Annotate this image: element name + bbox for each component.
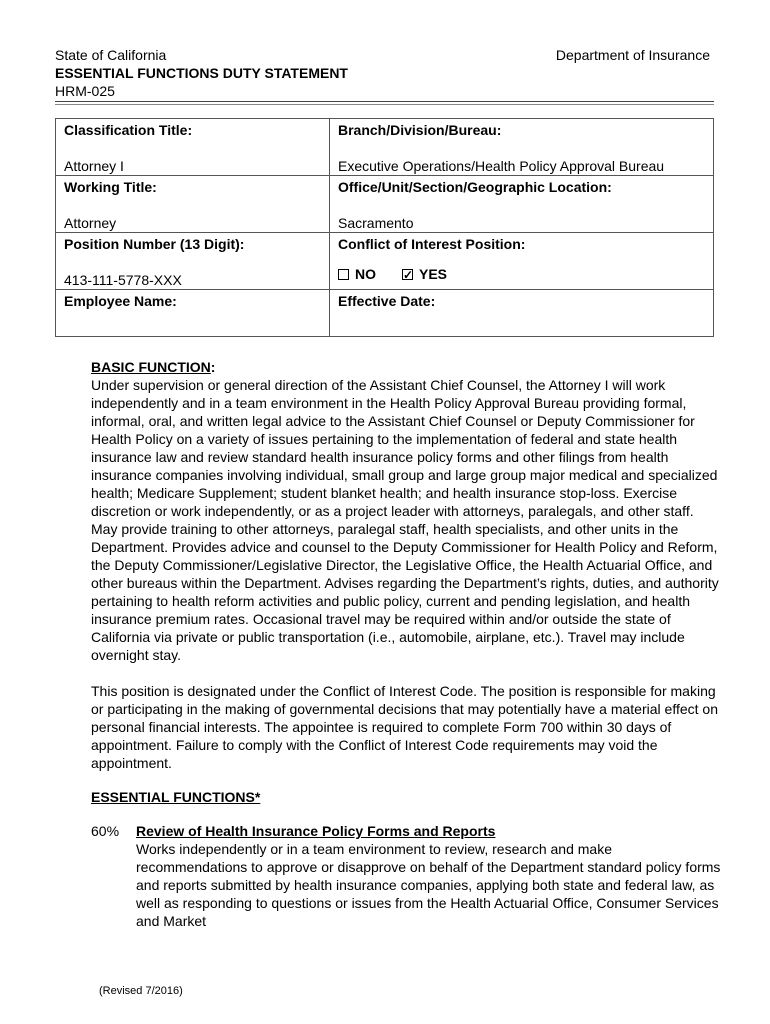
working-title-value: Attorney: [64, 215, 117, 231]
branch-value: Executive Operations/Health Policy Approval Bureau: [338, 158, 665, 174]
essential-function-item: [91, 822, 721, 930]
duty-statement-body: [91, 358, 721, 930]
table-row: [56, 290, 714, 337]
employee-name-label: Employee Name:: [64, 293, 177, 309]
table-row: [56, 119, 714, 176]
office-label: Office/Unit/Section/Geographic Location:: [338, 179, 612, 195]
classification-title-label: Classification Title:: [64, 122, 193, 138]
function-title: Review of Health Insurance Policy Forms and Reports: [136, 823, 496, 839]
basic-function-paragraph: Under supervision or general direction of the Assistant Chief Counsel, the Attorney I will work independently and in a team environment in the Health Policy Approval Bureau providing formal, informal, oral, and written legal advice to the Assistant Chief Counsel or Deputy Commissioner for Health Policy on a variety of issues pertaining to the implementation of federal and state health insurance law and review standard health insurance policy forms and other filings from health insurance companies involving individual, small group and large group major medical and specialized health; Medicare Supplement; student blanket health; and health insurance stop-loss. Exercise discretion or work independently, or as a project leader with attorneys, paralegals, and other staff. May provide training to other attorneys, paralegal staff, health specialists, and other units in the Department. Provides advice and counsel to the Deputy Commissioner for Health Policy and Reform, the Deputy Commissioner/Legislative Director, the Legislative Office, the Health Actuarial Office, and other bureaus within the Department. Advises regarding the Department’s rights, duties, and authority pertaining to health reform activities and public policy, current and pending legislation, and health insurance premium rates. Occasional travel may be required within and/or outside the state of California via private or public transportation (i.e., automobile, airplane, etc.). Travel may include overnight stay.: [91, 377, 719, 663]
header-rule-thin: [55, 104, 714, 105]
table-row: [56, 233, 714, 290]
conflict-yes-label: YES: [419, 266, 448, 282]
conflict-cell: [330, 233, 714, 290]
position-info-table: [55, 118, 714, 337]
essential-functions-heading: ESSENTIAL FUNCTIONS*: [91, 789, 261, 805]
branch-label: Branch/Division/Bureau:: [338, 122, 502, 138]
employee-name-cell: [56, 290, 330, 337]
header-left: [55, 46, 348, 100]
office-value: Sacramento: [338, 215, 414, 231]
basic-function-heading: BASIC FUNCTION:: [91, 359, 216, 375]
classification-title-value: Attorney I: [64, 158, 124, 174]
form-id: HRM-025: [55, 83, 115, 99]
conflict-yes-checkbox[interactable]: [402, 269, 413, 280]
conflict-no-checkbox[interactable]: [338, 269, 349, 280]
conflict-options: [338, 265, 705, 283]
working-title-label: Working Title:: [64, 179, 157, 195]
conflict-of-interest-paragraph: This position is designated under the Conflict of Interest Code. The position is responsible for making or participating in the making of governmental decisions that may potentially have a material effect on personal financial interests. The appointee is required to complete Form 700 within 30 days of appointment. Failure to comply with the Conflict of Interest Code requirements may void the appointment.: [91, 683, 718, 771]
working-title-cell: [56, 176, 330, 233]
header-rule: [55, 101, 714, 102]
document-title: ESSENTIAL FUNCTIONS DUTY STATEMENT: [55, 65, 348, 81]
effective-date-label: Effective Date:: [338, 293, 436, 309]
function-percent: 60%: [91, 823, 120, 839]
conflict-label: Conflict of Interest Position:: [338, 236, 526, 252]
state-name: State of California: [55, 47, 167, 63]
effective-date-cell: [330, 290, 714, 337]
table-row: [56, 176, 714, 233]
department-name: Department of Insurance: [555, 47, 710, 63]
office-cell: [330, 176, 714, 233]
function-text: Works independently or in a team environment to review, research and make recommendations to approve or disapprove on behalf of the Department standard policy forms and reports submitted by health insurance companies, applying both state and federal law, as well as responding to questions or issues from the Health Actuarial Office, Consumer Services and Market: [136, 841, 721, 929]
position-number-cell: [56, 233, 330, 290]
revision-note: (Revised 7/2016): [99, 985, 183, 997]
classification-title-cell: [56, 119, 330, 176]
position-number-value: 413-111-5778-XXX: [64, 272, 182, 288]
conflict-no-label: NO: [355, 266, 376, 282]
function-content: [136, 822, 721, 930]
position-number-label: Position Number (13 Digit):: [64, 236, 245, 252]
branch-cell: [330, 119, 714, 176]
